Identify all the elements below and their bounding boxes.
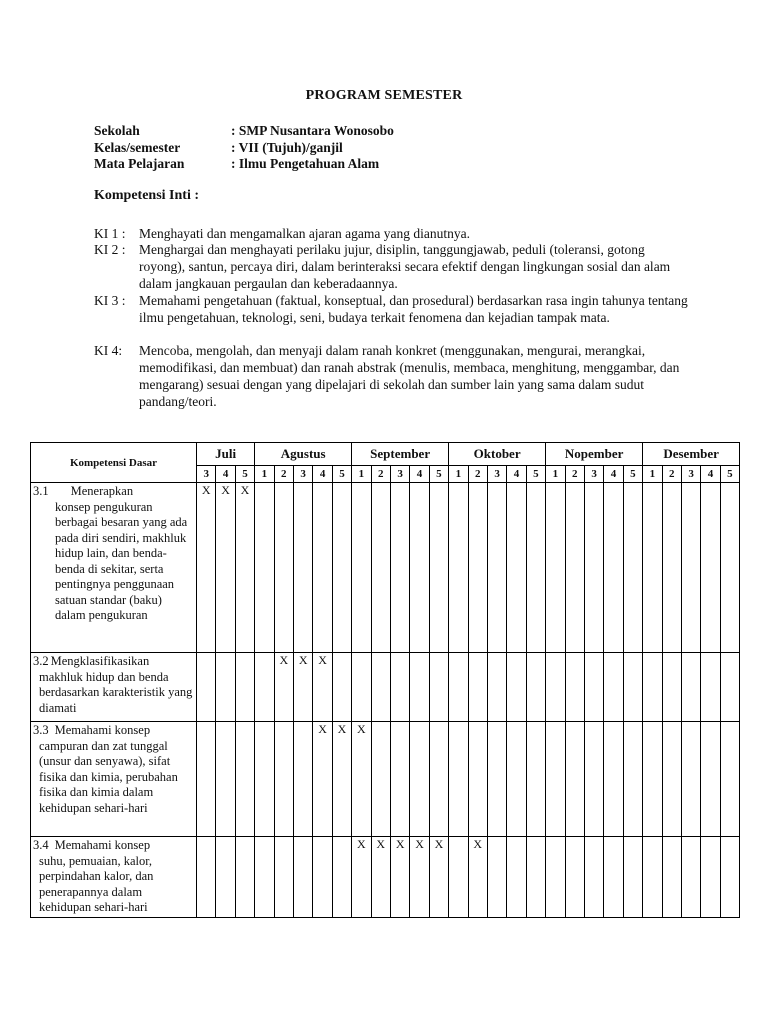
schedule-cell [235,722,254,837]
week-header: 5 [623,466,642,483]
week-header: 5 [720,466,739,483]
schedule-cell [701,653,720,722]
ki-item-3 [94,292,694,326]
schedule-mark: X [197,483,216,653]
schedule-cell [584,653,603,722]
schedule-mark: X [332,722,351,837]
schedule-cell [526,722,545,837]
schedule-mark: X [313,653,332,722]
schedule-cell [487,653,506,722]
week-header: 2 [371,466,390,483]
schedule-cell [604,722,623,837]
week-header: 1 [255,466,274,483]
kd-text: campuran dan zat tunggal (unsur dan senyawa), sifat fisika dan kimia, perubahan fisika dan kimia dalam kehidupan sehari-hari [39,738,178,815]
schedule-cell [371,483,390,653]
week-header: 3 [293,466,312,483]
schedule-cell [584,483,603,653]
schedule-cell [507,837,526,918]
week-header: 5 [332,466,351,483]
week-header: 4 [216,466,235,483]
schedule-cell [604,837,623,918]
week-header: 4 [313,466,332,483]
schedule-cell [643,837,662,918]
schedule-cell [623,837,642,918]
week-header: 5 [235,466,254,483]
ki-code: KI 3 : [94,293,126,308]
schedule-cell [584,722,603,837]
schedule-cell [546,722,565,837]
month-header: Nopember [546,443,643,466]
schedule-mark: X [352,722,371,837]
schedule-cell [468,483,487,653]
kd-text-first: Memahami konsep [54,723,151,737]
schedule-cell [429,722,448,837]
schedule-cell [390,653,409,722]
ki-code: KI 4: [94,343,123,358]
kd-text: makhluk hidup dan benda berdasarkan karakteristik yang diamati [39,669,193,715]
month-header: September [352,443,449,466]
schedule-cell [701,483,720,653]
schedule-cell [623,722,642,837]
meta-key: Mata Pelajaran [94,156,185,171]
month-header: Juli [197,443,255,466]
week-header: 2 [468,466,487,483]
week-header: 3 [390,466,409,483]
week-header: 2 [662,466,681,483]
schedule-cell [487,722,506,837]
schedule-mark: X [429,837,448,918]
schedule-cell [274,837,293,918]
schedule-cell [429,483,448,653]
schedule-cell [681,483,700,653]
schedule-cell [623,483,642,653]
meta-sekolah [94,123,394,139]
schedule-cell [681,837,700,918]
schedule-cell [643,653,662,722]
month-header: Desember [643,443,740,466]
schedule-cell [410,653,429,722]
kd-column-header: Kompetensi Dasar [31,443,197,483]
ki-text: Menghargai dan menghayati perilaku jujur, disiplin, tanggungjawab, peduli (toleransi, gotong royong), santun, percaya diri, dalam berinteraksi secara efektif dengan lingkungan sosial dan alam dalam jangkauan pergaulan dan keberadaannya. [139,242,671,291]
schedule-mark: X [371,837,390,918]
week-header: 3 [197,466,216,483]
schedule-cell [526,483,545,653]
meta-kelas [94,140,343,156]
schedule-cell [197,722,216,837]
meta-value: : Ilmu Pengetahuan Alam [231,156,380,171]
ki-item-1 [94,225,694,242]
week-header: 4 [410,466,429,483]
schedule-cell [216,653,235,722]
schedule-cell [390,722,409,837]
schedule-mark: X [235,483,254,653]
schedule-cell [643,722,662,837]
schedule-cell [623,653,642,722]
meta-mapel [94,156,379,172]
schedule-cell [565,653,584,722]
meta-value: : VII (Tujuh)/ganjil [231,140,343,155]
schedule-cell [255,653,274,722]
ki-text: Menghayati dan mengamalkan ajaran agama yang dianutnya. [139,226,470,241]
kd-number: 3.3 [33,723,49,737]
page-title: PROGRAM SEMESTER [305,88,463,103]
kd-number: 3.1 [33,484,49,498]
schedule-cell [662,837,681,918]
ki-text: Memahami pengetahuan (faktual, konseptual, dan prosedural) berdasarkan rasa ingin tahunya tentang ilmu pengetahuan, teknologi, seni, budaya terkait fenomena dan kejadian tampak mata. [139,293,688,325]
schedule-cell [255,837,274,918]
schedule-cell [662,483,681,653]
week-header: 2 [274,466,293,483]
kd-cell [31,722,197,837]
schedule-cell [293,483,312,653]
kd-text: suhu, pemuaian, kalor, perpindahan kalor, dan penerapannya dalam kehidupan sehari-hari [39,853,154,914]
schedule-mark: X [468,837,487,918]
kd-text-first: Memahami konsep [54,838,151,852]
header-row-months [31,443,740,466]
schedule-cell [701,722,720,837]
kd-text-first: Mengklasifikasikan [50,654,150,668]
week-header: 1 [643,466,662,483]
meta-key: Sekolah [94,123,140,138]
schedule-cell [255,483,274,653]
schedule-cell [410,722,429,837]
table-row [31,722,740,837]
ki-heading: Kompetensi Inti : [94,188,199,203]
schedule-cell [197,837,216,918]
schedule-cell [255,722,274,837]
schedule-cell [371,722,390,837]
schedule-cell [235,653,254,722]
kd-text-first: Menerapkan [70,484,134,498]
schedule-cell [662,722,681,837]
schedule-cell [449,653,468,722]
schedule-cell [352,653,371,722]
week-header: 1 [352,466,371,483]
schedule-cell [565,722,584,837]
schedule-cell [332,483,351,653]
week-header: 4 [701,466,720,483]
schedule-cell [526,837,545,918]
ki-text: Mencoba, mengolah, dan menyaji dalam ranah konkret (menggunakan, mengurai, merangkai, memodifikasi, dan membuat) dan ranah abstrak (menulis, membaca, menghitung, menggambar, dan mengarang) sesuai dengan yang dipelajari di sekolah dan sumber lain yang sama dalam sudut pandang/teori. [139,343,680,409]
week-header: 3 [584,466,603,483]
ki-item-2 [94,241,694,292]
kd-cell [31,653,197,722]
week-header: 5 [429,466,448,483]
schedule-mark: X [390,837,409,918]
schedule-cell [720,837,739,918]
schedule-cell [487,483,506,653]
schedule-cell [352,483,371,653]
schedule-cell [604,653,623,722]
schedule-cell [216,837,235,918]
schedule-mark: X [410,837,429,918]
schedule-cell [526,653,545,722]
week-header: 4 [604,466,623,483]
schedule-cell [701,837,720,918]
schedule-cell [293,722,312,837]
schedule-cell [197,653,216,722]
schedule-cell [681,722,700,837]
schedule-cell [720,653,739,722]
schedule-cell [468,653,487,722]
schedule-cell [449,722,468,837]
meta-key: Kelas/semester [94,140,181,155]
schedule-cell [293,837,312,918]
schedule-cell [720,483,739,653]
ki-code: KI 2 : [94,242,126,257]
schedule-cell [274,722,293,837]
schedule-cell [410,483,429,653]
schedule-cell [371,653,390,722]
schedule-cell [604,483,623,653]
schedule-cell [313,483,332,653]
schedule-cell [332,837,351,918]
ki-item-4 [94,342,694,410]
kd-number: 3.2 [33,654,49,668]
schedule-cell [507,722,526,837]
schedule-cell [449,483,468,653]
week-header: 5 [526,466,545,483]
schedule-cell [449,837,468,918]
schedule-cell [235,837,254,918]
schedule-mark: X [352,837,371,918]
ki-code: KI 1 : [94,226,126,241]
schedule-cell [274,483,293,653]
week-header: 3 [681,466,700,483]
schedule-cell [662,653,681,722]
week-header: 3 [487,466,506,483]
table-row [31,837,740,918]
schedule-cell [565,837,584,918]
kd-cell [31,837,197,918]
schedule-cell [487,837,506,918]
schedule-cell [332,653,351,722]
kd-text: konsep pengukuran berbagai besaran yang ada pada diri sendiri, makhluk hidup lain, dan benda-benda di sekitar, serta pentingnya penggunaan satuan standar (baku) dalam pengukuran [55,499,188,622]
meta-value: : SMP Nusantara Wonosobo [231,123,394,138]
week-header: 4 [507,466,526,483]
schedule-cell [507,653,526,722]
schedule-cell [507,483,526,653]
schedule-cell [429,653,448,722]
schedule-cell [390,483,409,653]
schedule-mark: X [293,653,312,722]
week-header: 1 [449,466,468,483]
kd-number: 3.4 [33,838,49,852]
week-header: 1 [546,466,565,483]
schedule-cell [546,837,565,918]
week-header: 2 [565,466,584,483]
table-row [31,483,740,653]
schedule-cell [681,653,700,722]
schedule-mark: X [216,483,235,653]
schedule-cell [565,483,584,653]
schedule-cell [546,653,565,722]
schedule-cell [546,483,565,653]
table-row [31,653,740,722]
schedule-cell [720,722,739,837]
kd-cell [31,483,197,653]
schedule-cell [313,837,332,918]
schedule-cell [216,722,235,837]
schedule-table [30,442,740,918]
schedule-mark: X [313,722,332,837]
schedule-mark: X [274,653,293,722]
schedule-cell [584,837,603,918]
month-header: Oktober [449,443,546,466]
schedule-cell [643,483,662,653]
schedule-cell [468,722,487,837]
month-header: Agustus [255,443,352,466]
